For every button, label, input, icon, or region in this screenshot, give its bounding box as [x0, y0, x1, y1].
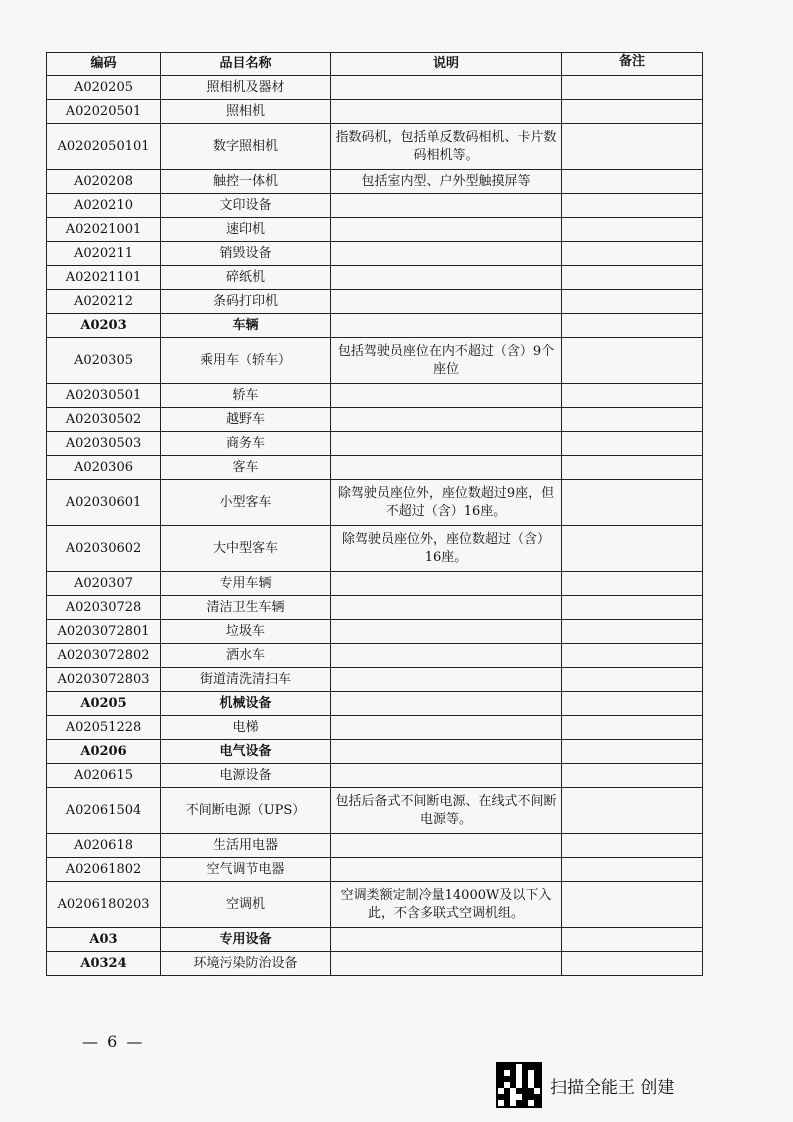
qr-code-icon [496, 1062, 542, 1108]
cell-code: A02030602 [47, 526, 161, 572]
cell-note [562, 480, 703, 526]
header-code: 编码 [47, 53, 161, 76]
catalog-table [46, 52, 703, 976]
cell-note [562, 124, 703, 170]
header-desc: 说明 [331, 53, 562, 76]
cell-desc: 空调类额定制冷量14000W及以下入此，不含多联式空调机组。 [331, 882, 562, 928]
cell-name: 大中型客车 [161, 526, 331, 572]
table-row [47, 100, 703, 124]
cell-name: 清洁卫生车辆 [161, 596, 331, 620]
table-row [47, 76, 703, 100]
cell-code: A02030503 [47, 432, 161, 456]
cell-desc [331, 834, 562, 858]
header-note: 备注 [562, 53, 703, 76]
cell-note [562, 76, 703, 100]
cell-note [562, 764, 703, 788]
cell-code: A020211 [47, 242, 161, 266]
cell-note [562, 788, 703, 834]
cell-desc [331, 764, 562, 788]
cell-desc: 除驾驶员座位外，座位数超过（含）16座。 [331, 526, 562, 572]
cell-code: A0203072803 [47, 668, 161, 692]
cell-desc [331, 456, 562, 480]
table-row [47, 124, 703, 170]
cell-desc [331, 928, 562, 952]
cell-note [562, 596, 703, 620]
cell-note [562, 858, 703, 882]
cell-desc [331, 290, 562, 314]
cell-name: 乘用车（轿车） [161, 338, 331, 384]
cell-note [562, 716, 703, 740]
cell-name: 不间断电源（UPS） [161, 788, 331, 834]
page-number: — 6 — [82, 1032, 145, 1051]
cell-desc: 包括室内型、户外型触摸屏等 [331, 170, 562, 194]
table-row [47, 170, 703, 194]
table-row [47, 692, 703, 716]
cell-note [562, 668, 703, 692]
table-row [47, 290, 703, 314]
cell-name: 洒水车 [161, 644, 331, 668]
cell-note [562, 314, 703, 338]
table-row [47, 480, 703, 526]
cell-note [562, 194, 703, 218]
cell-note [562, 384, 703, 408]
cell-code: A0203 [47, 314, 161, 338]
cell-name: 车辆 [161, 314, 331, 338]
cell-code: A02021001 [47, 218, 161, 242]
cell-desc: 包括后备式不间断电源、在线式不间断电源等。 [331, 788, 562, 834]
cell-code: A03 [47, 928, 161, 952]
table-row [47, 668, 703, 692]
cell-code: A02051228 [47, 716, 161, 740]
cell-name: 客车 [161, 456, 331, 480]
cell-note [562, 644, 703, 668]
table-row [47, 716, 703, 740]
cell-note [562, 620, 703, 644]
cell-name: 轿车 [161, 384, 331, 408]
cell-note [562, 170, 703, 194]
cell-name: 专用车辆 [161, 572, 331, 596]
cell-desc [331, 218, 562, 242]
cell-desc [331, 314, 562, 338]
cell-code: A020305 [47, 338, 161, 384]
cell-name: 电气设备 [161, 740, 331, 764]
table-row [47, 596, 703, 620]
cell-name: 商务车 [161, 432, 331, 456]
table-row [47, 644, 703, 668]
cell-note [562, 882, 703, 928]
watermark [496, 1062, 674, 1108]
cell-name: 条码打印机 [161, 290, 331, 314]
cell-note [562, 740, 703, 764]
cell-note [562, 526, 703, 572]
cell-code: A02061802 [47, 858, 161, 882]
cell-code: A020212 [47, 290, 161, 314]
cell-code: A0202050101 [47, 124, 161, 170]
cell-name: 触控一体机 [161, 170, 331, 194]
cell-desc [331, 740, 562, 764]
cell-name: 小型客车 [161, 480, 331, 526]
table-row [47, 266, 703, 290]
cell-code: A020618 [47, 834, 161, 858]
cell-name: 生活用电器 [161, 834, 331, 858]
cell-code: A020307 [47, 572, 161, 596]
cell-name: 速印机 [161, 218, 331, 242]
cell-code: A020208 [47, 170, 161, 194]
cell-code: A0206 [47, 740, 161, 764]
cell-note [562, 952, 703, 976]
table-row [47, 928, 703, 952]
cell-code: A020615 [47, 764, 161, 788]
watermark-text: 扫描全能王 创建 [550, 1077, 675, 1098]
cell-code: A02030728 [47, 596, 161, 620]
cell-name: 照相机 [161, 100, 331, 124]
cell-name: 空调机 [161, 882, 331, 928]
cell-code: A02061504 [47, 788, 161, 834]
cell-desc [331, 76, 562, 100]
cell-name: 街道清洗清扫车 [161, 668, 331, 692]
cell-name: 环境污染防治设备 [161, 952, 331, 976]
cell-code: A02030501 [47, 384, 161, 408]
table-row [47, 788, 703, 834]
table-row [47, 194, 703, 218]
cell-code: A020205 [47, 76, 161, 100]
header-name: 品目名称 [161, 53, 331, 76]
cell-name: 专用设备 [161, 928, 331, 952]
cell-name: 数字照相机 [161, 124, 331, 170]
cell-note [562, 834, 703, 858]
table-header-row [47, 53, 703, 76]
table-row [47, 432, 703, 456]
cell-desc [331, 384, 562, 408]
cell-desc [331, 408, 562, 432]
cell-desc [331, 620, 562, 644]
cell-name: 照相机及器材 [161, 76, 331, 100]
cell-code: A0203072801 [47, 620, 161, 644]
cell-desc [331, 952, 562, 976]
cell-desc [331, 692, 562, 716]
cell-desc [331, 644, 562, 668]
cell-note [562, 692, 703, 716]
cell-note [562, 432, 703, 456]
table-row [47, 526, 703, 572]
cell-code: A020210 [47, 194, 161, 218]
cell-name: 电源设备 [161, 764, 331, 788]
cell-name: 机械设备 [161, 692, 331, 716]
cell-code: A02021101 [47, 266, 161, 290]
cell-note [562, 456, 703, 480]
cell-desc [331, 100, 562, 124]
cell-desc [331, 266, 562, 290]
table-row [47, 834, 703, 858]
table-row [47, 456, 703, 480]
cell-desc [331, 716, 562, 740]
cell-desc: 包括驾驶员座位在内不超过（含）9个座位 [331, 338, 562, 384]
table-row [47, 952, 703, 976]
table-row [47, 764, 703, 788]
cell-code: A02030601 [47, 480, 161, 526]
table-row [47, 858, 703, 882]
table-body [47, 76, 703, 976]
table-row [47, 572, 703, 596]
table-row [47, 338, 703, 384]
cell-note [562, 572, 703, 596]
cell-desc [331, 432, 562, 456]
cell-desc: 除驾驶员座位外，座位数超过9座，但不超过（含）16座。 [331, 480, 562, 526]
table-row [47, 620, 703, 644]
cell-note [562, 100, 703, 124]
cell-note [562, 242, 703, 266]
cell-name: 垃圾车 [161, 620, 331, 644]
cell-code: A0205 [47, 692, 161, 716]
table-row [47, 314, 703, 338]
cell-desc [331, 194, 562, 218]
cell-name: 销毁设备 [161, 242, 331, 266]
table-row [47, 882, 703, 928]
table-row [47, 218, 703, 242]
cell-name: 越野车 [161, 408, 331, 432]
cell-desc [331, 242, 562, 266]
cell-name: 文印设备 [161, 194, 331, 218]
table-row [47, 740, 703, 764]
table-row [47, 242, 703, 266]
cell-note [562, 218, 703, 242]
cell-note [562, 408, 703, 432]
cell-name: 电梯 [161, 716, 331, 740]
cell-name: 空气调节电器 [161, 858, 331, 882]
cell-note [562, 290, 703, 314]
table-row [47, 408, 703, 432]
cell-code: A0206180203 [47, 882, 161, 928]
cell-note [562, 266, 703, 290]
cell-desc: 指数码机，包括单反数码相机、卡片数码相机等。 [331, 124, 562, 170]
cell-code: A0324 [47, 952, 161, 976]
cell-note [562, 928, 703, 952]
table-row [47, 384, 703, 408]
cell-code: A02030502 [47, 408, 161, 432]
cell-code: A0203072802 [47, 644, 161, 668]
cell-desc [331, 596, 562, 620]
cell-note [562, 338, 703, 384]
cell-desc [331, 858, 562, 882]
cell-code: A02020501 [47, 100, 161, 124]
cell-name: 碎纸机 [161, 266, 331, 290]
cell-code: A020306 [47, 456, 161, 480]
cell-desc [331, 572, 562, 596]
cell-desc [331, 668, 562, 692]
